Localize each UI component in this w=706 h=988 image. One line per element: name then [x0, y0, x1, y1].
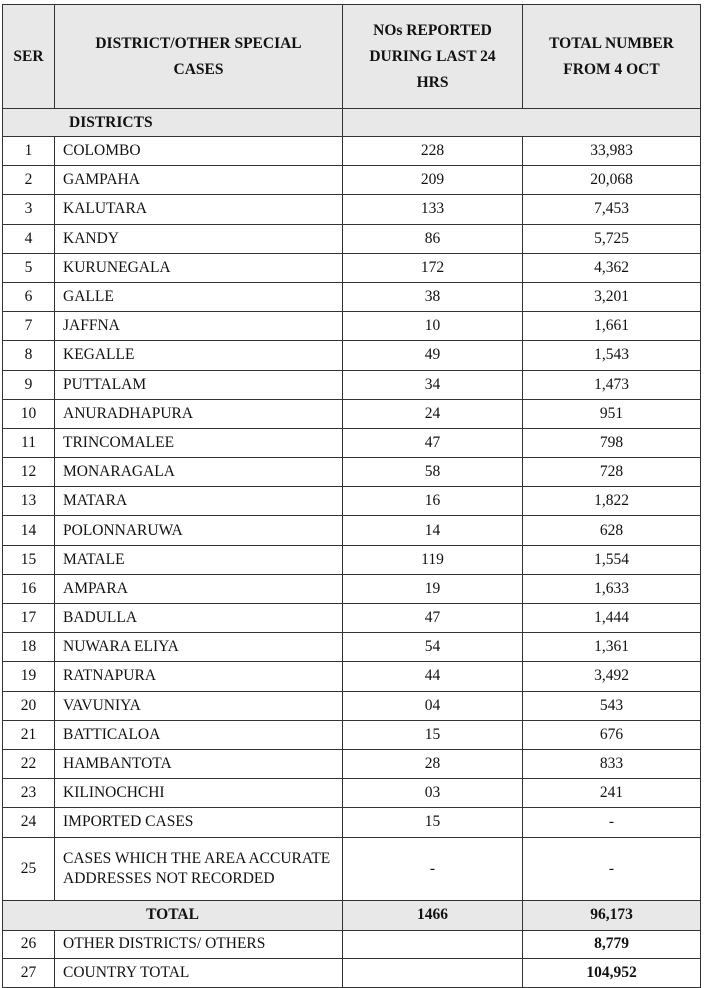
table-row [3, 574, 701, 603]
row-last-24-hrs: 49 [343, 341, 523, 370]
row-ser: 17 [3, 604, 55, 633]
row-last-24-hrs: 47 [343, 604, 523, 633]
row-last-24-hrs: 34 [343, 370, 523, 399]
table-row [3, 166, 701, 195]
table-row [3, 691, 701, 720]
row-total: 728 [523, 458, 701, 487]
row-district-name: MATALE [55, 545, 343, 574]
row-district-name: PUTTALAM [55, 370, 343, 399]
section-row-districts [3, 109, 701, 137]
district-cases-table [2, 4, 701, 988]
row-last-24-hrs: 24 [343, 399, 523, 428]
row-ser: 3 [3, 195, 55, 224]
header-ser: SER [3, 5, 55, 109]
table-row [3, 720, 701, 749]
row-last-24-hrs: 172 [343, 253, 523, 282]
table-row [3, 224, 701, 253]
row-last-24-hrs: 58 [343, 458, 523, 487]
table-row [3, 195, 701, 224]
row-total: 833 [523, 749, 701, 778]
row-last-24-hrs: 28 [343, 749, 523, 778]
row-district-name: GAMPAHA [55, 166, 343, 195]
row-ser: 22 [3, 749, 55, 778]
row-last-24-hrs: 04 [343, 691, 523, 720]
row-total: 1,822 [523, 487, 701, 516]
row-ser: 5 [3, 253, 55, 282]
row-last-24-hrs: 133 [343, 195, 523, 224]
country-name: COUNTRY TOTAL [55, 959, 343, 988]
row-ser: 15 [3, 545, 55, 574]
table-row [3, 282, 701, 311]
row-total: 3,492 [523, 662, 701, 691]
table-row [3, 370, 701, 399]
row-last-24-hrs: 10 [343, 312, 523, 341]
section-blank [343, 109, 701, 137]
row-last-24-hrs: 15 [343, 808, 523, 837]
table-row [3, 633, 701, 662]
row-total: 951 [523, 399, 701, 428]
table-row [3, 662, 701, 691]
row-last-24-hrs: 19 [343, 574, 523, 603]
row-district-name: CASES WHICH THE AREA ACCURATE ADDRESSES NOT RECORDED [55, 837, 343, 900]
row-last-24-hrs: 86 [343, 224, 523, 253]
other-name: OTHER DISTRICTS/ OTHERS [55, 930, 343, 959]
row-total: 676 [523, 720, 701, 749]
row-ser: 21 [3, 720, 55, 749]
row-district-name: TRINCOMALEE [55, 428, 343, 457]
row-total: 1,444 [523, 604, 701, 633]
row-last-24-hrs: 15 [343, 720, 523, 749]
total-last-24-hrs: 1466 [343, 900, 523, 930]
row-ser: 10 [3, 399, 55, 428]
row-district-name: POLONNARUWA [55, 516, 343, 545]
table-row [3, 458, 701, 487]
row-last-24-hrs: 16 [343, 487, 523, 516]
row-last-24-hrs: 47 [343, 428, 523, 457]
row-ser: 7 [3, 312, 55, 341]
row-district-name: HAMBANTOTA [55, 749, 343, 778]
table-row [3, 253, 701, 282]
table-row [3, 749, 701, 778]
row-total: 1,554 [523, 545, 701, 574]
row-ser: 20 [3, 691, 55, 720]
table-row [3, 137, 701, 166]
row-district-name: ANURADHAPURA [55, 399, 343, 428]
table-row [3, 545, 701, 574]
row-last-24-hrs: 54 [343, 633, 523, 662]
header-last-24-hrs: NOs REPORTED DURING LAST 24 HRS [343, 5, 523, 109]
other-total: 8,779 [523, 930, 701, 959]
row-ser: 2 [3, 166, 55, 195]
row-ser: 19 [3, 662, 55, 691]
country-total-row [3, 959, 701, 988]
row-ser: 6 [3, 282, 55, 311]
row-ser: 23 [3, 779, 55, 808]
row-district-name: JAFFNA [55, 312, 343, 341]
row-district-name: IMPORTED CASES [55, 808, 343, 837]
row-last-24-hrs: 44 [343, 662, 523, 691]
row-district-name: GALLE [55, 282, 343, 311]
table-row [3, 341, 701, 370]
row-ser: 24 [3, 808, 55, 837]
row-district-name: KANDY [55, 224, 343, 253]
row-district-name: KEGALLE [55, 341, 343, 370]
row-total: 1,361 [523, 633, 701, 662]
other-last-24-hrs [343, 930, 523, 959]
row-district-name: MONARAGALA [55, 458, 343, 487]
row-ser: 9 [3, 370, 55, 399]
row-ser: 4 [3, 224, 55, 253]
row-total: 1,661 [523, 312, 701, 341]
row-total: - [523, 837, 701, 900]
table-row [3, 837, 701, 900]
row-ser: 16 [3, 574, 55, 603]
table-row [3, 487, 701, 516]
row-ser: 11 [3, 428, 55, 457]
row-district-name: KALUTARA [55, 195, 343, 224]
row-district-name: VAVUNIYA [55, 691, 343, 720]
row-total: 7,453 [523, 195, 701, 224]
row-district-name: NUWARA ELIYA [55, 633, 343, 662]
country-ser: 27 [3, 959, 55, 988]
row-total: 1,633 [523, 574, 701, 603]
section-label: DISTRICTS [3, 109, 343, 137]
row-last-24-hrs: 03 [343, 779, 523, 808]
row-total: 4,362 [523, 253, 701, 282]
row-district-name: RATNAPURA [55, 662, 343, 691]
total-from-4-oct: 96,173 [523, 900, 701, 930]
row-district-name: COLOMBO [55, 137, 343, 166]
row-ser: 8 [3, 341, 55, 370]
row-ser: 13 [3, 487, 55, 516]
row-last-24-hrs: 119 [343, 545, 523, 574]
other-districts-row [3, 930, 701, 959]
row-ser: 12 [3, 458, 55, 487]
row-total: 241 [523, 779, 701, 808]
row-district-name: KILINOCHCHI [55, 779, 343, 808]
row-total: 20,068 [523, 166, 701, 195]
row-total: - [523, 808, 701, 837]
table-row [3, 399, 701, 428]
header-total-from-4-oct: TOTAL NUMBER FROM 4 OCT [523, 5, 701, 109]
other-ser: 26 [3, 930, 55, 959]
row-total: 1,473 [523, 370, 701, 399]
table-row [3, 808, 701, 837]
row-total: 33,983 [523, 137, 701, 166]
row-ser: 1 [3, 137, 55, 166]
row-total: 1,543 [523, 341, 701, 370]
row-ser: 18 [3, 633, 55, 662]
row-total: 3,201 [523, 282, 701, 311]
table-row [3, 312, 701, 341]
table-row [3, 779, 701, 808]
row-last-24-hrs: - [343, 837, 523, 900]
row-ser: 14 [3, 516, 55, 545]
row-total: 5,725 [523, 224, 701, 253]
row-ser: 25 [3, 837, 55, 900]
row-last-24-hrs: 228 [343, 137, 523, 166]
row-district-name: BATTICALOA [55, 720, 343, 749]
country-total: 104,952 [523, 959, 701, 988]
table-row [3, 516, 701, 545]
row-total: 543 [523, 691, 701, 720]
country-last-24-hrs [343, 959, 523, 988]
row-last-24-hrs: 14 [343, 516, 523, 545]
table-row [3, 428, 701, 457]
total-row [3, 900, 701, 930]
table-row [3, 604, 701, 633]
total-label: TOTAL [3, 900, 343, 930]
row-last-24-hrs: 209 [343, 166, 523, 195]
row-district-name: MATARA [55, 487, 343, 516]
row-total: 798 [523, 428, 701, 457]
row-total: 628 [523, 516, 701, 545]
row-district-name: BADULLA [55, 604, 343, 633]
row-district-name: KURUNEGALA [55, 253, 343, 282]
row-last-24-hrs: 38 [343, 282, 523, 311]
row-district-name: AMPARA [55, 574, 343, 603]
header-district: DISTRICT/OTHER SPECIAL CASES [55, 5, 343, 109]
header-row [3, 5, 701, 109]
